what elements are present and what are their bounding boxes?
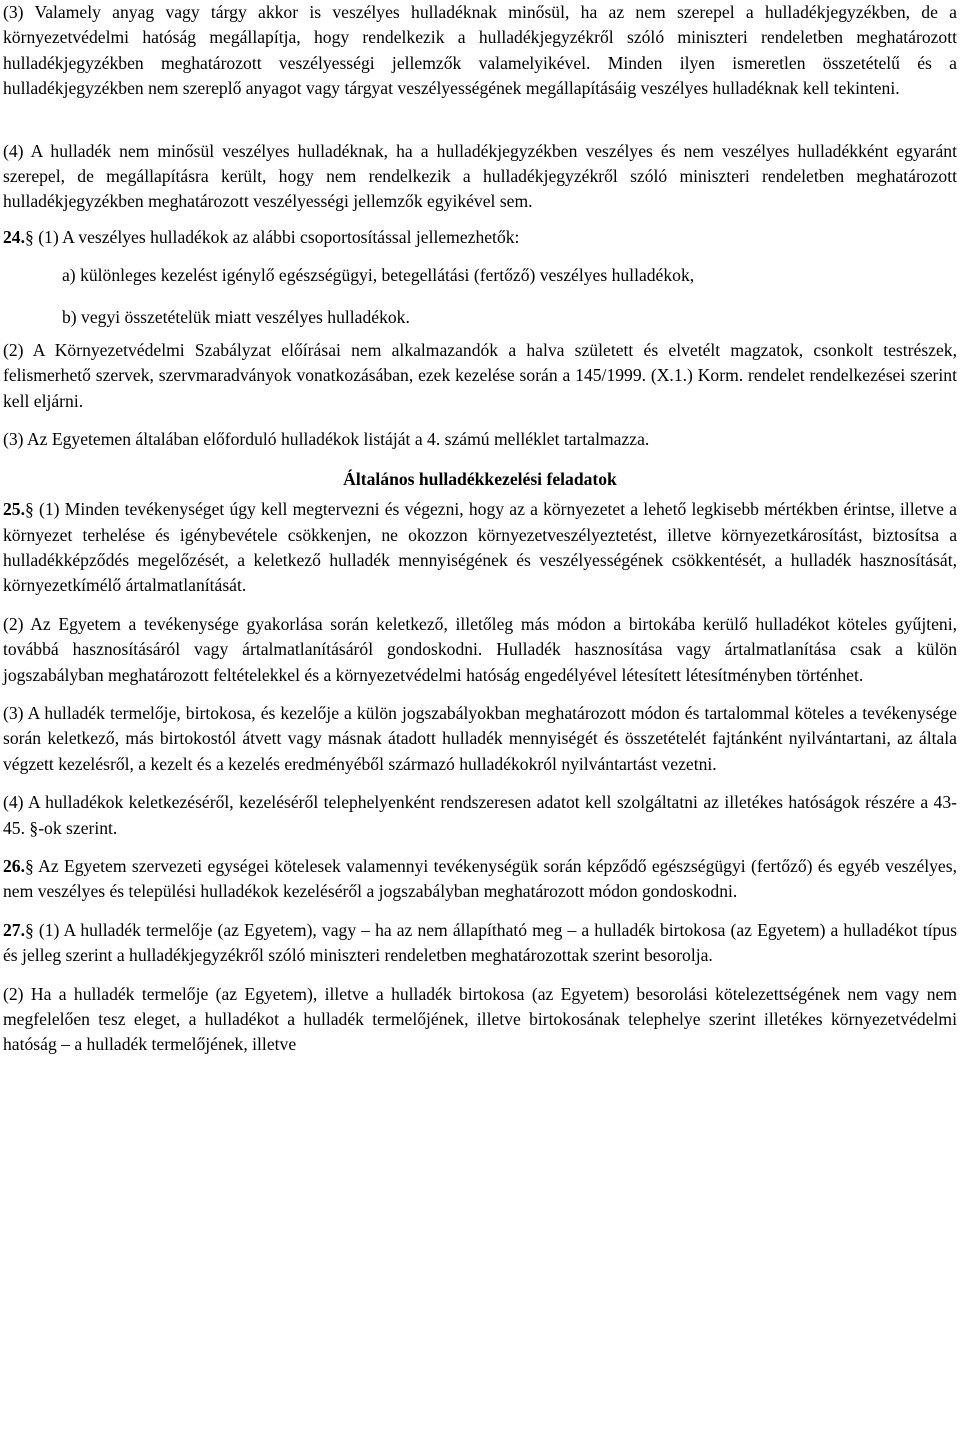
- section-heading: Általános hulladékkezelési feladatok: [343, 468, 617, 489]
- section-24-text: (1) A veszélyes hulladékok az alábbi csoportosítással jellemezhetők:: [33, 226, 520, 247]
- section-26-text: Az Egyetem szervezeti egységei kötelesek valamennyi tevékenységük során képződő egészségügyi (fertőző) és egyéb veszélyes, nem veszélyes és települési hulladékok kezeléséről a jogszabályban meghatározott módon gondoskodni.: [3, 855, 957, 902]
- section-25-number: 25.: [3, 499, 25, 520]
- section-24-paragraph-2: (2) A Környezetvédelmi Szabályzat előírásai nem alkalmazandók a halva született és elvetélt magzatok, csonkolt testrészek, felismerhető szervek, szervmaradványok vonatkozásában, ezek kezelése során a 145/1999. (X.1.) Korm. rendelet rendelkezései szerint kell eljárni.: [3, 340, 957, 411]
- section-25-text: (1) Minden tevékenységet úgy kell megtervezni és végezni, hogy az a környezetet a lehető legkisebb mértékben érintse, illetve a környezet terhelése és igénybevétele csökkenjen, ne okozzon környezetveszélyeztetést, illetve környezetkárosítást, biztosítsa a hulladékképződés megelőzését, a keletkező hulladék mennyiségének és veszélyességének csökkentését, a hulladék hasznosítását, környezetkímélő ártalmatlanítását.: [3, 499, 957, 596]
- section-27-number: 27.: [3, 919, 25, 940]
- section-24-paragraph-1: [3, 225, 957, 250]
- section-sign: §: [25, 226, 34, 247]
- section-26-number: 26.: [3, 855, 25, 876]
- section-27-text: (1) A hulladék termelője (az Egyetem), vagy – ha az nem állapítható meg – a hulladék birtokosa (az Egyetem) a hulladékot típus és jelleg szerint a hulladékjegyzékről szóló miniszteri rendeletben meghatározottak szerint besorolja.: [3, 919, 957, 966]
- section-27-paragraph-1: [3, 918, 957, 969]
- paragraph-3: (3) Valamely anyag vagy tárgy akkor is veszélyes hulladéknak minősül, ha az nem szerepel a hulladékjegyzékben, de a környezetvédelmi hatóság megállapítja, hogy rendelkezik a hulladékjegyzékről szóló miniszteri rendeletben meghatározott hulladékjegyzékben meghatározott veszélyességi jellemzők valamelyikével. Minden ilyen ismeretlen összetételű és a hulladékjegyzékben nem szereplő anyagot vagy tárgyat veszélyességének megállapításáig veszélyes hulladéknak kell tekinteni.: [3, 2, 957, 99]
- list-item-b: b) vegyi összetételük miatt veszélyes hulladékok.: [62, 306, 410, 327]
- section-24-paragraph-3: (3) Az Egyetemen általában előforduló hulladékok listáját a 4. számú melléklet tartalmazza.: [3, 429, 650, 450]
- section-sign: §: [25, 499, 34, 520]
- section-sign: §: [25, 919, 34, 940]
- list-item-a: a) különleges kezelést igénylő egészségügyi, betegellátási (fertőző) veszélyes hulladékok,: [62, 265, 695, 286]
- section-25-paragraph-4: (4) A hulladékok keletkezéséről, kezeléséről telephelyenként rendszeresen adatot kell szolgáltatni az illetékes hatóságok részére a 43-45. §-ok szerint.: [3, 792, 957, 838]
- section-26-paragraph: [3, 854, 957, 905]
- section-sign: §: [25, 855, 34, 876]
- section-25-paragraph-1: [3, 497, 957, 599]
- section-24-number: 24.: [3, 226, 25, 247]
- section-27-paragraph-2: (2) Ha a hulladék termelője (az Egyetem), illetve a hulladék birtokosa (az Egyetem) besorolási kötelezettségének nem vagy nem megfelelően tesz eleget, a hulladékot a hulladék termelőjének, illetve birtokosának telephelye szerint illetékes környezetvédelmi hatóság – a hulladék termelőjének, illetve: [3, 983, 957, 1055]
- section-25-paragraph-2: (2) Az Egyetem a tevékenysége gyakorlása során keletkező, illetőleg más módon a birtokába kerülő hulladékot köteles gyűjteni, továbbá hasznosításáról vagy ártalmatlanításáról gondoskodni. Hulladék hasznosítása vagy ártalmatlanítása csak a külön jogszabályban meghatározott feltételekkel és a környezetvédelmi hatóság engedélyével létesített létesítményben történhet.: [3, 613, 957, 685]
- section-25-paragraph-3: (3) A hulladék termelője, birtokosa, és kezelője a külön jogszabályokban meghatározott módon és tartalommal köteles a tevékenysége során keletkező, más birtokostól átvett vagy másnak átadott hulladék mennyiségét és összetételét fajtánként nyilvántartani, az általa végzett kezelésről, a kezelt és a kezelés eredményéből származó hulladékokról nyilvántartást vezetni.: [3, 702, 957, 774]
- paragraph-4: (4) A hulladék nem minősül veszélyes hulladéknak, ha a hulladékjegyzékben veszélyes és nem veszélyes hulladékként egyaránt szerepel, de megállapításra került, hogy nem rendelkezik a hulladékjegyzékről szóló miniszteri rendeletben meghatározott hulladékjegyzékben meghatározott veszélyességi jellemzők egyikével sem.: [3, 140, 957, 212]
